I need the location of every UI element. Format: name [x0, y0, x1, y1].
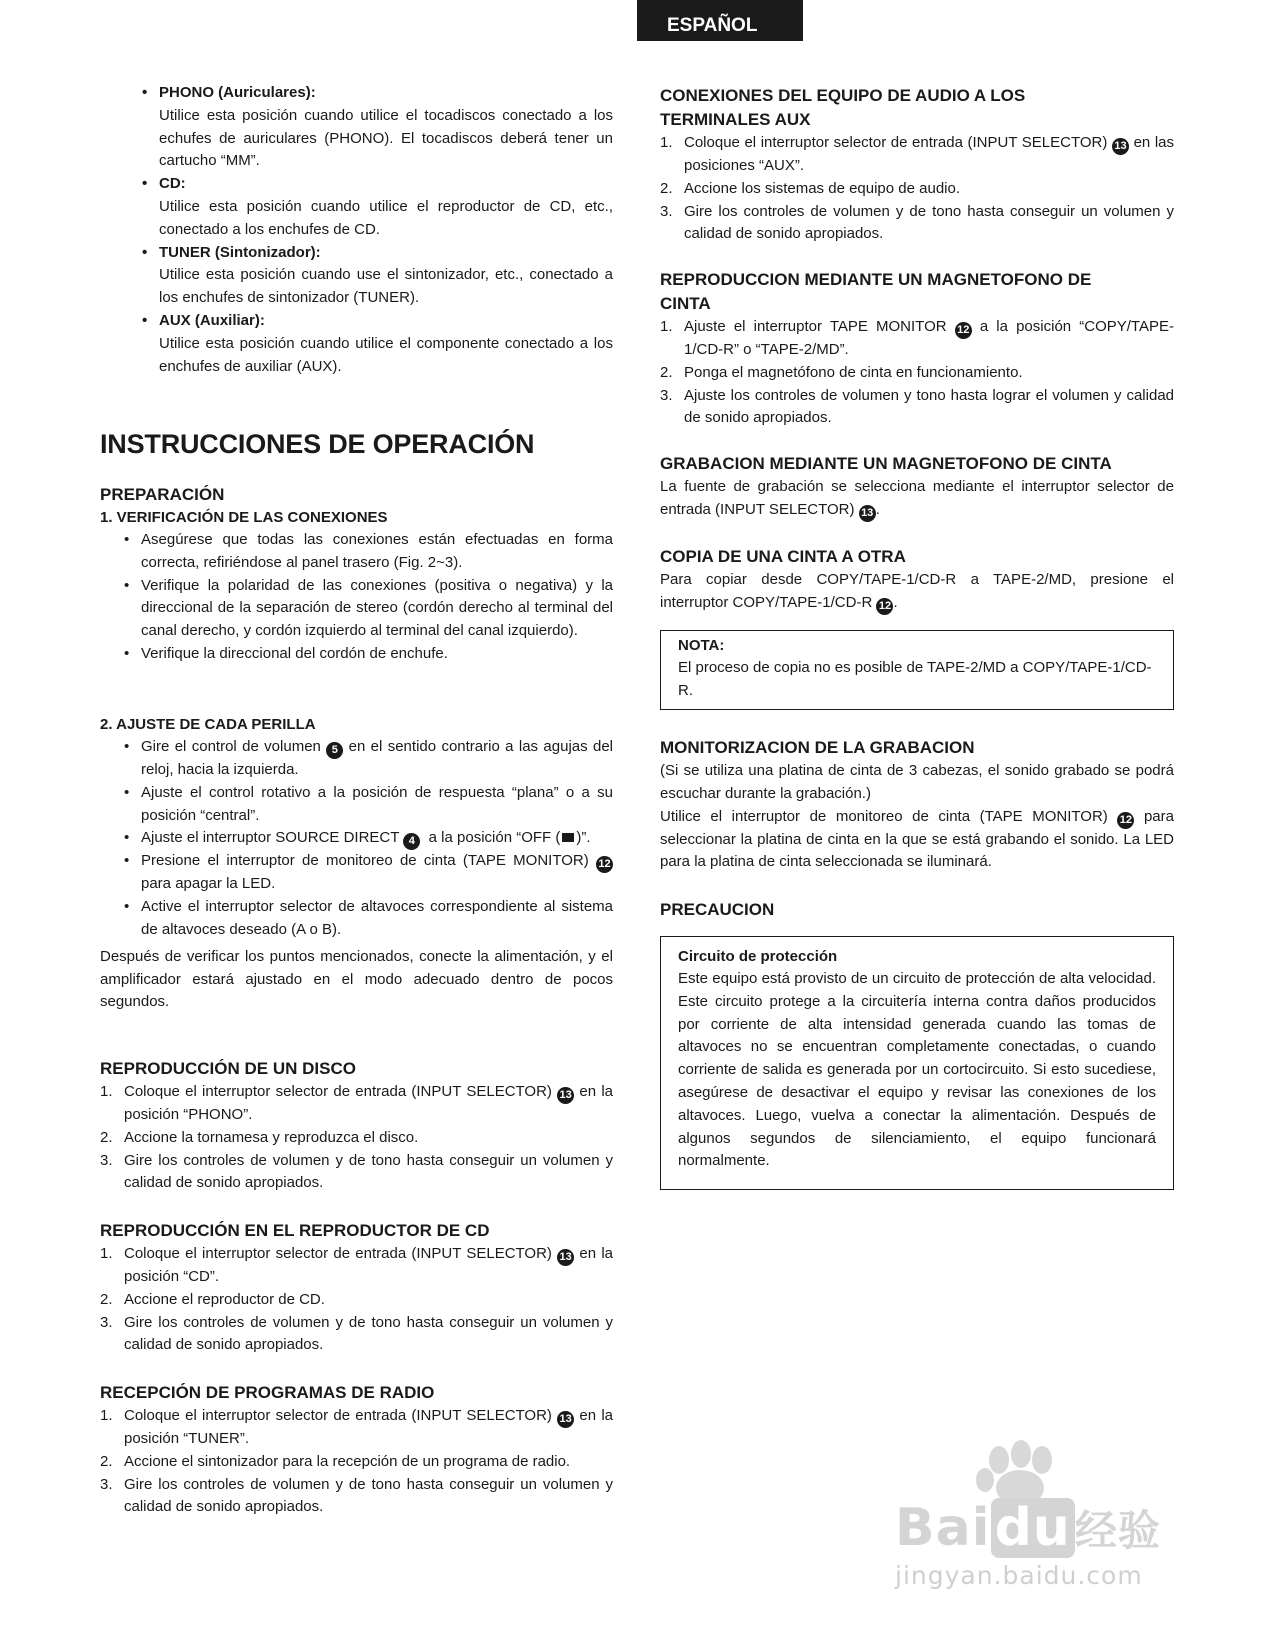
section-radio [100, 1381, 613, 1519]
list-item [100, 1081, 613, 1127]
list-number: 3. [660, 202, 673, 220]
list-item [100, 1243, 613, 1289]
section-monitor [660, 736, 1174, 874]
numbered-list [660, 316, 1174, 430]
paragraph: Después de verificar los puntos mencionados, conecte la alimentación, y el amplificador estará ajustado en el modo adecuado dentro de pocos segundos. [100, 947, 613, 1011]
section-ajuste [100, 714, 613, 1014]
list-number: 3. [100, 1313, 113, 1331]
text: . [875, 500, 880, 518]
section-title: CONEXIONES DEL EQUIPO DE AUDIO A LOS TERMINALES AUX [660, 86, 1026, 129]
bullet-list [100, 529, 613, 666]
list-item [660, 316, 1174, 362]
list-item [100, 896, 613, 942]
section-cd [100, 1219, 613, 1357]
input-label-cd: CD: [159, 175, 186, 193]
list-item [660, 178, 1174, 201]
ref-number-icon: 12 [955, 322, 972, 339]
numbered-list [100, 1081, 613, 1195]
list-number: 2. [100, 1128, 113, 1146]
input-desc-cd: Utilice esta posición cuando utilice el reproductor de CD, etc., conectado a los enchufes de CD. [159, 197, 613, 238]
list-item [142, 173, 613, 241]
list-item [100, 850, 613, 896]
subsection-title: 1. VERIFICACIÓN DE LAS CONEXIONES [100, 509, 388, 526]
list-item [100, 1451, 613, 1474]
list-text: para apagar la LED. [141, 875, 276, 893]
ref-number-icon: 12 [876, 598, 893, 615]
text: Utilice el interruptor de monitoreo de cinta (TAPE MONITOR) [660, 807, 1108, 825]
note-box [660, 630, 1174, 710]
section-title: REPRODUCCIÓN EN EL REPRODUCTOR DE CD [100, 1221, 490, 1240]
list-item [142, 82, 613, 173]
paragraph [660, 476, 1174, 522]
section-preparacion [100, 483, 613, 666]
list-item [660, 132, 1174, 178]
bullet: • [124, 576, 130, 594]
bullet: • [124, 783, 130, 801]
bullet: • [142, 84, 148, 101]
section-title: PREPARACIÓN [100, 485, 225, 504]
list-item [100, 529, 613, 575]
list-text: en la posición “CD”. [124, 1245, 613, 1285]
list-number: 2. [660, 179, 673, 197]
list-item [100, 736, 613, 782]
section-title: REPRODUCCIÓN DE UN DISCO [100, 1059, 356, 1078]
section-tape-play [660, 268, 1174, 430]
list-text: Gire los controles de volumen y de tono hasta conseguir un volumen y calidad de sonido apropiados. [124, 1313, 613, 1354]
bullet: • [124, 738, 130, 755]
ref-number-icon: 12 [1117, 812, 1134, 829]
input-desc-aux: Utilice esta posición cuando utilice el componente conectado a los enchufes de auxiliar (AUX). [159, 334, 613, 375]
ref-number-icon: 13 [557, 1411, 574, 1428]
list-item [142, 310, 613, 378]
list-item [100, 575, 613, 643]
list-text: Accione el reproductor de CD. [124, 1290, 325, 1308]
bullet-list [100, 736, 613, 942]
list-text: Gire el control de volumen [141, 738, 321, 755]
ref-number-icon: 4 [403, 833, 420, 850]
baidu-watermark [895, 1440, 1195, 1590]
note-text: El proceso de copia no es posible de TAPE-2/MD a COPY/TAPE-1/CD-R. [678, 659, 1152, 699]
list-text: en la posición “TUNER”. [124, 1407, 613, 1447]
list-number: 2. [660, 363, 673, 381]
section-tape-rec [660, 452, 1174, 522]
bullet: • [142, 175, 148, 193]
watermark-text: du [991, 1498, 1075, 1558]
list-text: Gire los controles de volumen y de tono hasta conseguir un volumen y calidad de sonido apropiados. [124, 1151, 613, 1192]
section-title: REPRODUCCION MEDIANTE UN MAGNETOFONO DE CINTA [660, 270, 1092, 313]
list-item [100, 1312, 613, 1358]
section-title: RECEPCIÓN DE PROGRAMAS DE RADIO [100, 1383, 435, 1402]
list-item [100, 1474, 613, 1520]
list-item [100, 1289, 613, 1312]
bullet: • [124, 829, 130, 847]
list-text: Accione los sistemas de equipo de audio. [684, 179, 961, 197]
list-text: Ajuste el interruptor SOURCE DIRECT [141, 829, 400, 847]
list-item [660, 201, 1174, 247]
list-item [100, 782, 613, 828]
list-text: Coloque el interruptor selector de entrada (INPUT SELECTOR) [124, 1245, 552, 1262]
list-text: Active el interruptor selector de altavoces correspondiente al sistema de altavoces deseado (A o B). [141, 898, 613, 938]
list-text: Asegúrese que todas las conexiones están efectuadas en forma correcta, refiriéndose al panel trasero (Fig. 2~3). [141, 531, 613, 571]
list-text: Ponga el magnetófono de cinta en funcionamiento. [684, 363, 1023, 381]
list-text: Gire los controles de volumen y de tono hasta conseguir un volumen y calidad de sonido apropiados. [684, 202, 1174, 243]
list-number: 3. [660, 386, 673, 404]
input-desc-phono: Utilice esta posición cuando utilice el tocadiscos conectado a los echufes de auriculares (PHONO). El tocadiscos deberá tener un cartucho “MM”. [159, 106, 613, 170]
list-number: 3. [100, 1151, 113, 1169]
bullet: • [124, 531, 130, 548]
list-item [100, 1127, 613, 1150]
list-text: Coloque el interruptor selector de entrada (INPUT SELECTOR) [124, 1407, 552, 1424]
list-number: 1. [100, 1245, 113, 1262]
list-number: 1. [660, 318, 673, 335]
ref-number-icon: 12 [596, 856, 613, 873]
section-caution [660, 898, 1174, 922]
input-label-phono: PHONO (Auriculares): [159, 84, 316, 101]
language-tab: ESPAÑOL [637, 0, 803, 41]
text: La fuente de grabación se selecciona mediante el interruptor selector de entrada (INPUT SELECTOR) [660, 478, 1174, 518]
caution-box-text: Este equipo está provisto de un circuito de protección de alta velocidad. Este circuito protege a la circuitería interna contra daños producidos por corriente de alta intensidad generada cuando las tomas de altavoces no se encuentran completamente conectadas, o cuando corriente de salida es generada por un cortocircuito. Si esto sucediese, asegúrese de desactivar el equipo y revisar las conexiones de los altavoces. Luego, vuelva a conectar la alimentación. Después de algunos segundos de silenciamiento, el equipo funcionará normalmente. [678, 970, 1156, 1170]
list-text: )”. [576, 829, 591, 847]
list-text: Gire los controles de volumen y de tono hasta conseguir un volumen y calidad de sonido apropiados. [124, 1475, 613, 1516]
bullet: • [142, 311, 148, 329]
section-title: MONITORIZACION DE LA GRABACION [660, 738, 975, 757]
paragraph [660, 569, 1174, 615]
input-desc-tuner: Utilice esta posición cuando use el sintonizador, etc., conectado a los enchufes de sintonizador (TUNER). [159, 266, 613, 307]
list-item [100, 643, 613, 666]
watermark-text: 经验 [1074, 1506, 1161, 1555]
input-source-list [142, 82, 613, 378]
page-title: INSTRUCCIONES DE OPERACIÓN [100, 429, 535, 459]
section-copy [660, 545, 1174, 615]
caution-box-title: Circuito de protección [678, 948, 838, 965]
list-item [100, 1150, 613, 1196]
list-number: 2. [100, 1290, 113, 1308]
list-text: a la posición “COPY/TAPE-1/CD-R” o “TAPE-2/MD”. [684, 318, 1174, 358]
numbered-list [660, 132, 1174, 246]
bullet: • [142, 243, 148, 261]
caution-box [660, 936, 1174, 1190]
numbered-list [100, 1243, 613, 1357]
list-text: Coloque el interruptor selector de entrada (INPUT SELECTOR) [684, 134, 1108, 151]
list-text: Ajuste los controles de volumen y tono hasta lograr el volumen y calidad de sonido apropiados. [684, 386, 1174, 427]
list-item [100, 827, 613, 850]
section-title: GRABACION MEDIANTE UN MAGNETOFONO DE CINTA [660, 454, 1112, 473]
list-item [660, 385, 1174, 431]
section-title: COPIA DE UNA CINTA A OTRA [660, 547, 906, 566]
list-text: en las posiciones “AUX”. [684, 134, 1175, 174]
bullet: • [124, 852, 130, 870]
ref-number-icon: 13 [557, 1249, 574, 1266]
list-number: 2. [100, 1452, 113, 1470]
subsection-title: 2. AJUSTE DE CADA PERILLA [100, 716, 316, 733]
section-disco [100, 1057, 613, 1195]
list-text: Presione el interruptor de monitoreo de cinta (TAPE MONITOR) [141, 852, 589, 870]
list-text: Verifique la direccional del cordón de enchufe. [141, 644, 448, 662]
list-text: Coloque el interruptor selector de entrada (INPUT SELECTOR) [124, 1083, 552, 1100]
numbered-list [100, 1405, 613, 1519]
ref-number-icon: 13 [557, 1087, 574, 1104]
input-label-tuner: TUNER (Sintonizador): [159, 243, 321, 261]
list-item [660, 362, 1174, 385]
list-text: Verifique la polaridad de las conexiones (positiva o negativa) y la direccional de la separación de stereo (cordón derecho al terminal del canal derecho, y cordón izquierdo al terminal del canal izquierdo). [141, 576, 613, 640]
list-item [142, 242, 613, 310]
text: . [893, 593, 898, 611]
list-number: 1. [100, 1083, 113, 1100]
bullet: • [124, 898, 130, 916]
list-number: 3. [100, 1475, 113, 1493]
bullet: • [124, 644, 130, 662]
list-text: a la posición “OFF ( [428, 829, 561, 847]
ref-number-icon: 13 [1112, 138, 1129, 155]
list-text: Ajuste el control rotativo a la posición de respuesta “plana” o a su posición “central”. [141, 783, 613, 824]
list-text: en el sentido contrario a las agujas del reloj, hacia la izquierda. [141, 738, 614, 778]
text: Para copiar desde COPY/TAPE-1/CD-R a TAPE-2/MD, presione el interruptor COPY/TAPE-1/CD-R [660, 571, 1174, 611]
list-text: Accione la tornamesa y reproduzca el disco. [124, 1128, 419, 1146]
section-title: PRECAUCION [660, 900, 775, 919]
ref-number-icon: 5 [326, 742, 343, 759]
list-text: Accione el sintonizador para la recepción de un programa de radio. [124, 1452, 571, 1470]
watermark-brand [895, 1500, 1195, 1559]
paragraph [660, 806, 1174, 875]
text: para seleccionar la platina de cinta en la que se está grabando el sonido. La LED para la platina de cinta seleccionada se iluminará. [660, 807, 1174, 871]
section-aux [660, 84, 1174, 246]
list-item [100, 1405, 613, 1451]
list-text: Ajuste el interruptor TAPE MONITOR [684, 318, 947, 335]
list-number: 1. [660, 134, 673, 151]
note-title: NOTA: [678, 637, 725, 654]
list-number: 1. [100, 1407, 113, 1424]
paragraph: (Si se utiliza una platina de cinta de 3 cabezas, el sonido grabado se podrá escuchar durante la grabación.) [660, 762, 1174, 802]
input-label-aux: AUX (Auxiliar): [159, 311, 265, 329]
off-square-icon [562, 833, 574, 842]
ref-number-icon: 13 [859, 505, 876, 522]
list-text: en la posición “PHONO”. [124, 1083, 613, 1123]
watermark-text: Bai [895, 1498, 991, 1558]
watermark-url: jingyan.baidu.com [895, 1561, 1143, 1590]
